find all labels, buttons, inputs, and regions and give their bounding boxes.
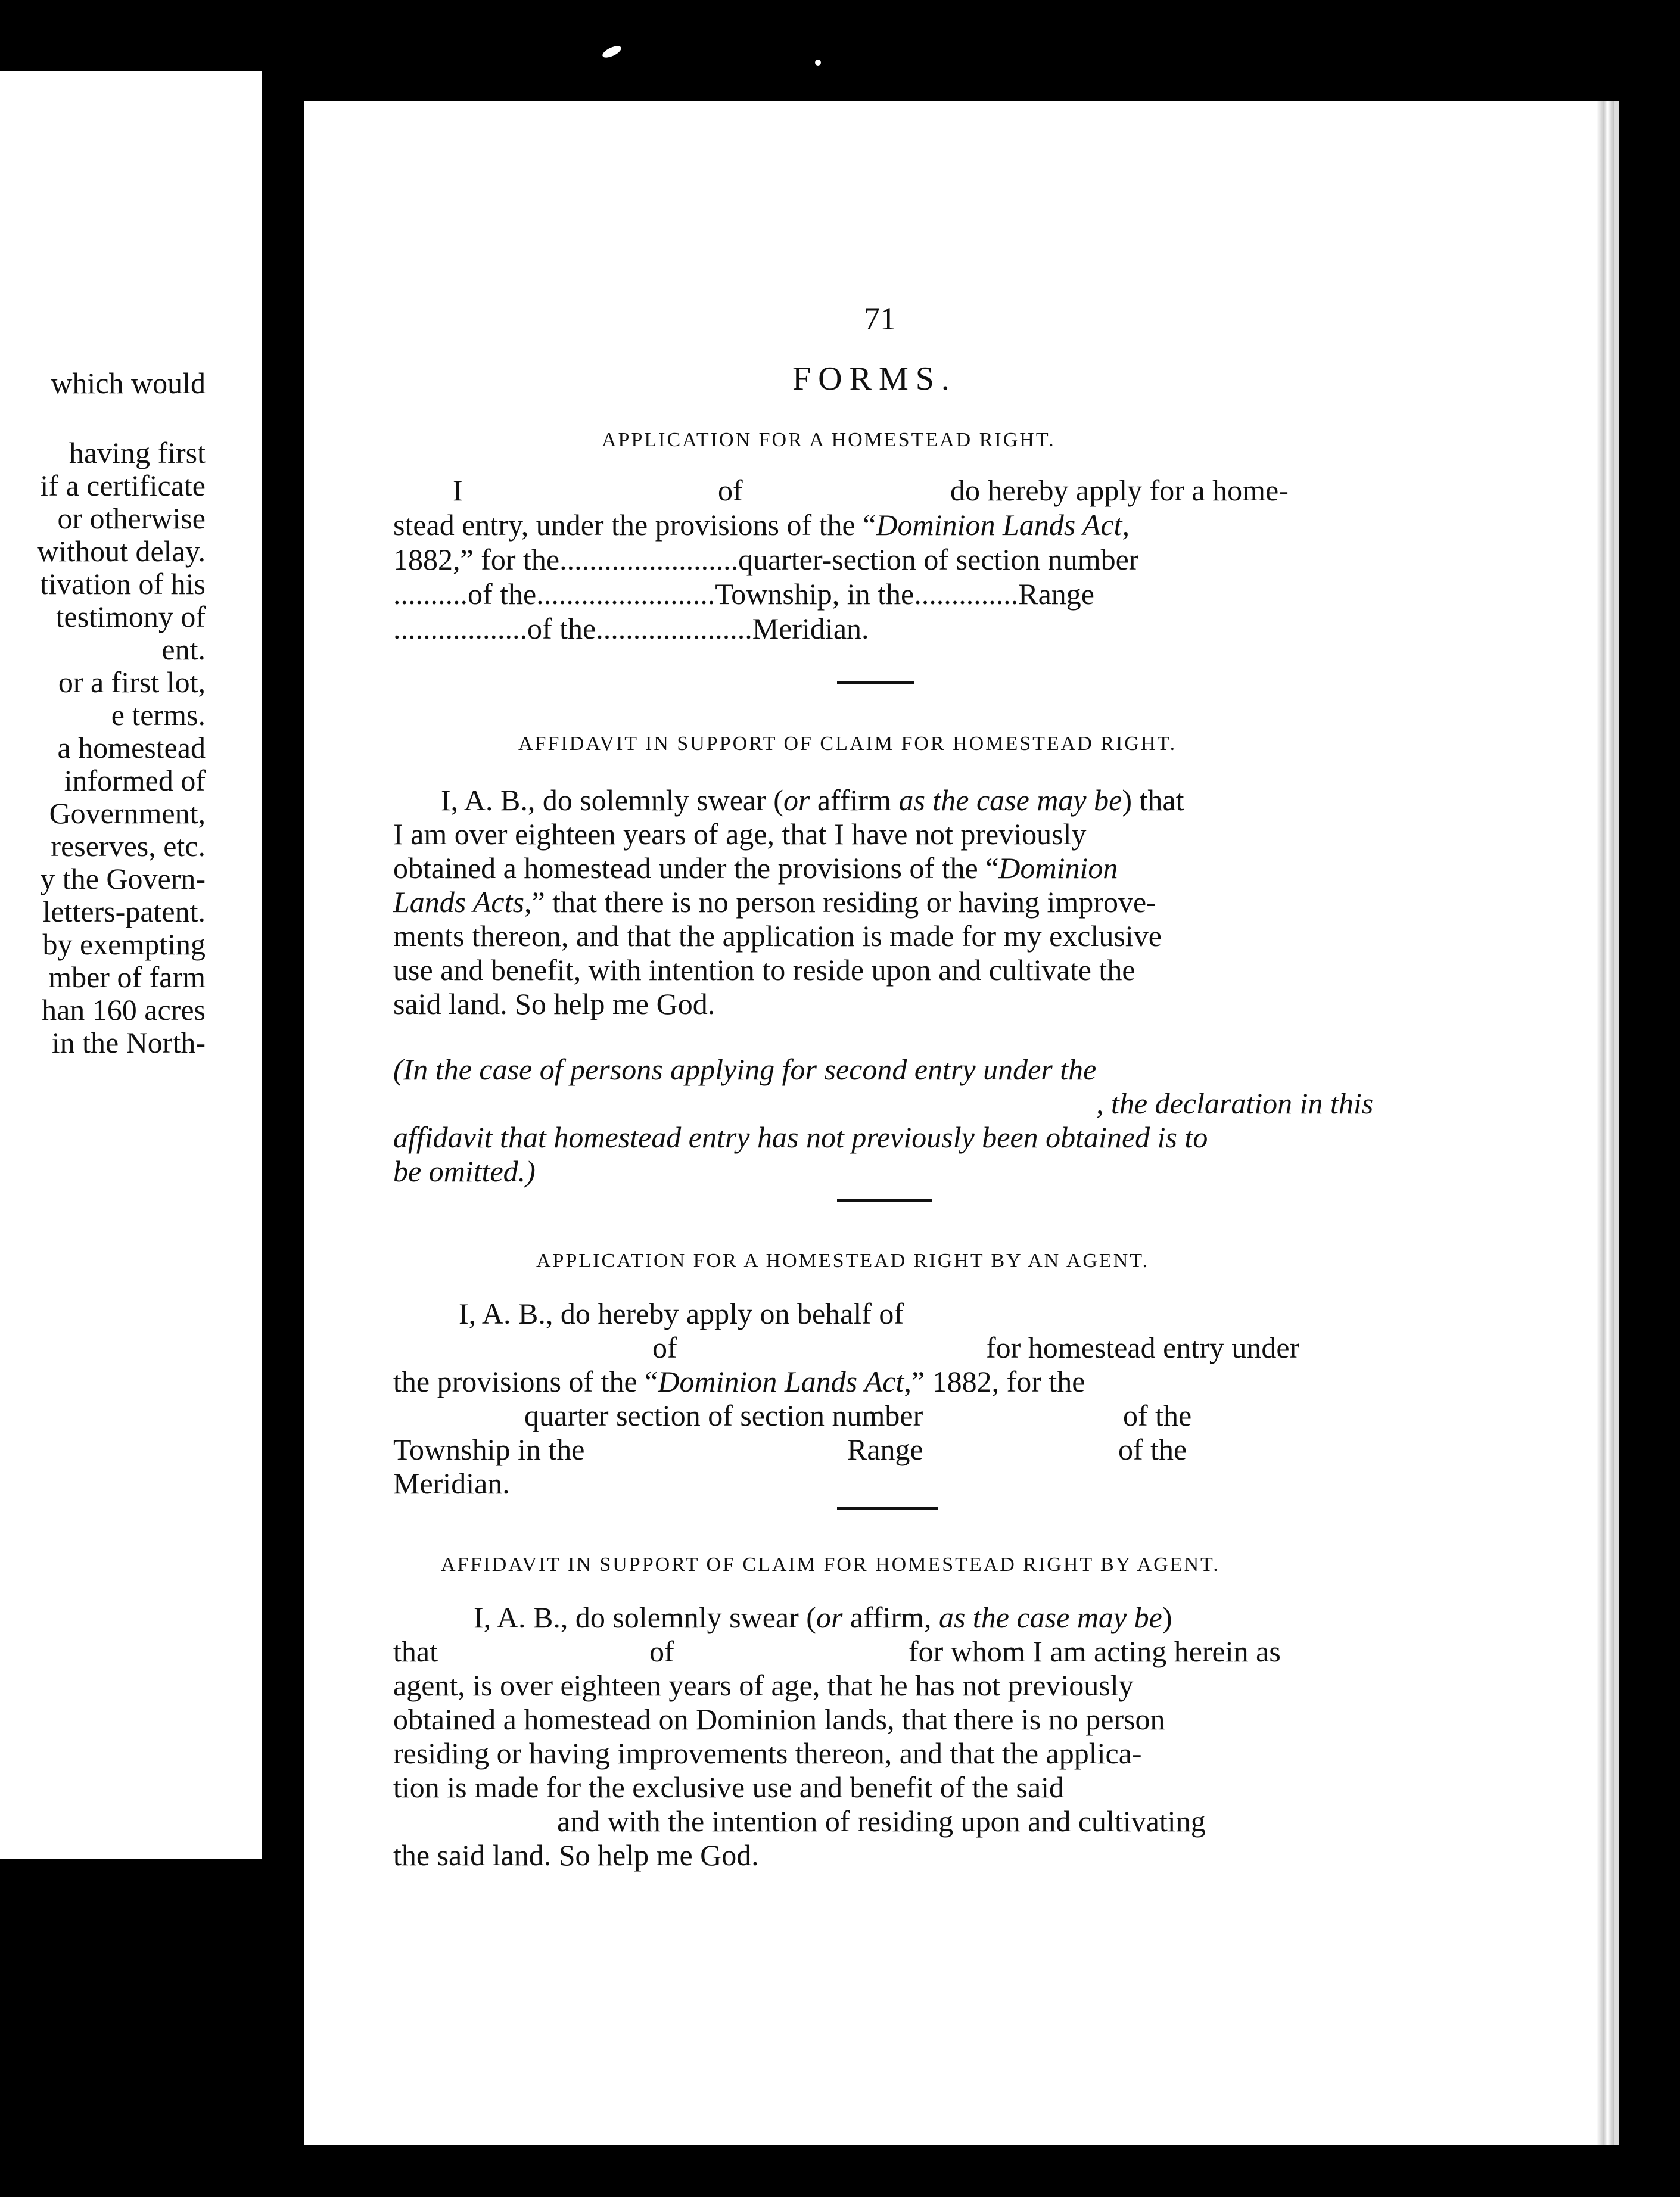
form-line: of the [1118, 1433, 1187, 1466]
previous-page-fragment [0, 71, 262, 1859]
form-line: of [718, 474, 743, 507]
form-line: of [652, 1331, 677, 1364]
left-line: informed of [64, 764, 206, 797]
left-line: having first [69, 436, 206, 469]
affidavit-line: I am over eighteen years of age, that I have not previously [393, 817, 1087, 851]
text-run: ) [1162, 1601, 1172, 1634]
form-line: ..........of the........................Township, in the..............Range [393, 577, 1094, 611]
text-run: stead entry, under the provisions of the “ [393, 508, 876, 542]
left-line: which would [51, 366, 206, 400]
left-line: or a first lot, [58, 665, 206, 699]
page-title: FORMS. [792, 360, 957, 397]
text-run: I, A. B., do solemnly swear ( [474, 1601, 816, 1634]
text-run: ,” that there is no person residing or having improve- [524, 885, 1156, 919]
form-line: Township in the [393, 1433, 585, 1466]
text-run: ,” 1882, for the [904, 1365, 1085, 1398]
section-heading: APPLICATION FOR A HOMESTEAD RIGHT BY AN AGENT. [536, 1250, 1149, 1272]
text-run: I, A. B., do solemnly swear ( [441, 783, 783, 817]
section-heading: APPLICATION FOR A HOMESTEAD RIGHT. [602, 429, 1056, 451]
text-run: or [816, 1601, 843, 1634]
left-line: letters-patent. [42, 895, 206, 928]
affidavit-line: agent, is over eighteen years of age, that he has not previously [393, 1669, 1134, 1702]
act-title: Dominion Lands Act [876, 508, 1122, 542]
text-run: as the case may be [898, 783, 1122, 817]
left-line: tivation of his [40, 567, 206, 600]
form-line: for homestead entry under [986, 1331, 1300, 1364]
affidavit-line [441, 785, 1184, 815]
affidavit-line: for whom I am acting herein as [909, 1635, 1281, 1668]
left-line: without delay. [37, 534, 206, 568]
note-line: , the declaration in this [1096, 1087, 1374, 1120]
section-heading: AFFIDAVIT IN SUPPORT OF CLAIM FOR HOMESTEAD RIGHT. [518, 733, 1177, 755]
left-line: a homestead [57, 731, 206, 764]
page-edge [1597, 101, 1614, 2145]
affidavit-line: obtained a homestead on Dominion lands, that there is no person [393, 1703, 1165, 1736]
left-line: if a certificate [40, 469, 206, 502]
act-title: Lands Acts [393, 885, 524, 919]
affidavit-line: that [393, 1635, 438, 1668]
affidavit-line [474, 1602, 1172, 1632]
text-run: as the case may be [938, 1601, 1162, 1634]
left-line: ent. [161, 633, 206, 666]
text-run: or [783, 783, 810, 817]
form-line: I [453, 474, 463, 507]
text-run: ) that [1122, 783, 1184, 817]
dust-speck [815, 60, 821, 66]
page [304, 101, 1619, 2145]
left-line: reserves, etc. [51, 829, 206, 863]
form-line: 1882,” for the........................quarter-section of section number [393, 543, 1139, 576]
affidavit-line: use and benefit, with intention to reside upon and cultivate the [393, 953, 1135, 987]
note-line: (In the case of persons applying for second entry under the [393, 1053, 1097, 1086]
form-line: ..................of the.....................Meridian. [393, 612, 869, 645]
section-divider [837, 681, 914, 684]
form-line: I, A. B., do hereby apply on behalf of [459, 1297, 904, 1330]
text-run: affirm, [842, 1601, 939, 1634]
page-number: 71 [864, 301, 896, 337]
form-line: Range [847, 1433, 923, 1466]
dust-speck [601, 43, 623, 60]
section-divider [837, 1507, 938, 1510]
form-line: of the [1123, 1399, 1192, 1432]
left-line: by exempting [42, 928, 206, 961]
text-run: , [1122, 508, 1130, 542]
note-line: affidavit that homestead entry has not previously been obtained is to [393, 1121, 1208, 1154]
act-title: Dominion [998, 851, 1118, 885]
section-heading: AFFIDAVIT IN SUPPORT OF CLAIM FOR HOMESTEAD RIGHT BY AGENT. [441, 1554, 1220, 1576]
left-line: in the North- [51, 1026, 206, 1059]
book-gutter [262, 60, 304, 2197]
text-run: obtained a homestead under the provisions of the “ [393, 851, 999, 885]
left-line: Government, [49, 796, 206, 830]
affidavit-line: the said land. So help me God. [393, 1838, 759, 1872]
form-line: do hereby apply for a home- [950, 474, 1289, 507]
left-line: or otherwise [57, 502, 206, 535]
act-title: Dominion Lands Act [658, 1365, 904, 1398]
affidavit-line: ments thereon, and that the application is made for my exclusive [393, 919, 1162, 953]
left-line: testimony of [55, 600, 206, 633]
affidavit-line: said land. So help me God. [393, 987, 715, 1020]
form-line: Meridian. [393, 1467, 510, 1500]
text-run: affirm [810, 783, 899, 817]
left-line: e terms. [111, 698, 206, 732]
affidavit-line: tion is made for the exclusive use and benefit of the said [393, 1770, 1065, 1804]
affidavit-line [393, 853, 1118, 883]
left-line: y the Govern- [40, 862, 206, 895]
left-line: mber of farm [48, 960, 206, 994]
text-run: the provisions of the “ [393, 1365, 658, 1398]
form-line [393, 1367, 1085, 1396]
left-line: han 160 acres [42, 993, 206, 1026]
affidavit-line [393, 887, 1156, 917]
note-line: be omitted.) [393, 1154, 536, 1188]
affidavit-line: and with the intention of residing upon and cultivating [557, 1804, 1206, 1838]
section-divider [837, 1199, 932, 1202]
affidavit-line: of [649, 1635, 674, 1668]
affidavit-line: residing or having improvements thereon, and that the applica- [393, 1737, 1142, 1770]
form-line: quarter section of section number [524, 1399, 923, 1432]
form-line [393, 510, 1130, 540]
